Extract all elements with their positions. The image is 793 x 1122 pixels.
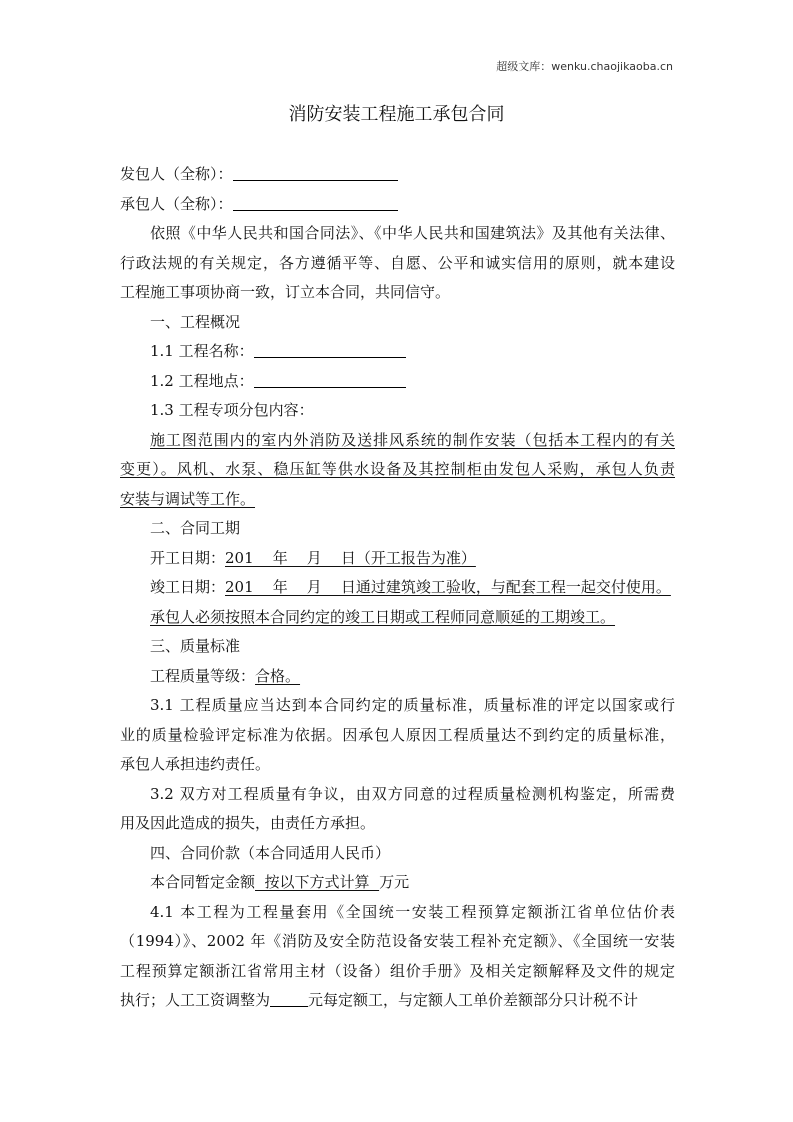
clause-3-1-line: 业的质量检验评定标准为依据。因承包人原因工程质量达不到约定的质量标准，: [120, 725, 675, 744]
clause-4-1-line: 工程预算定额浙江省常用主材（设备）组价手册》及相关定额解释及文件的规定: [120, 961, 675, 980]
project-name-line: [120, 337, 675, 367]
quality-grade-line: [120, 662, 675, 692]
end-note: 承包人必须按照本合同约定的竣工日期或工程师同意顺延的工期竣工。: [150, 607, 616, 626]
start-date-value: 201 年 月 日（开工报告为准）: [225, 548, 476, 567]
project-name-label: 1.1 工程名称：: [150, 342, 254, 360]
project-location-label: 1.2 工程地点：: [150, 371, 254, 390]
contract-amount-label: 本合同暂定金额: [150, 873, 256, 891]
section4-heading: 四、合同价款（本合同适用人民币）: [150, 843, 391, 862]
document-body: [120, 160, 675, 1016]
employer-line: [120, 160, 675, 190]
quality-grade-value: 合格。: [255, 666, 301, 685]
clause-3-1-line: 承包人承担违约责任。: [120, 755, 271, 773]
scope-label: 1.3 工程专项分包内容：: [150, 401, 314, 419]
project-location-line: [120, 367, 675, 397]
clause-3-1-line: 3.1 工程质量应当达到本合同约定的质量标准，质量标准的评定以国家或行: [150, 696, 675, 714]
clause-4-1-line: 4.1 本工程为工程量套用《全国统一安装工程预算定额浙江省单位估价表: [150, 902, 675, 921]
start-date-line: [120, 544, 675, 574]
contract-amount-line: [120, 868, 675, 898]
project-location-blank: [254, 369, 406, 388]
quality-grade-label: 工程质量等级：: [150, 666, 256, 685]
project-name-blank: [254, 339, 406, 358]
employer-blank: [233, 162, 398, 181]
scope-line: 安装与调试等工作。: [120, 489, 256, 508]
contractor-line: [120, 190, 675, 220]
scope-line-wrap: [120, 485, 675, 515]
clause-4-1-last-line: [120, 986, 675, 1016]
end-date-line: [120, 573, 675, 603]
clause-3-2-line: 3.2 双方对工程质量有争议，由双方同意的过程质量检测机构鉴定，所需费: [150, 784, 675, 803]
section3-heading: 三、质量标准: [150, 637, 241, 655]
contract-amount-unit: 万元: [379, 873, 410, 891]
end-date-value: 201 年 月 日通过建筑竣工验收，与配套工程一起交付使用。: [225, 578, 671, 596]
preamble-line: 行政法规的有关规定，各方遵循平等、自愿、公平和诚实信用的原则，就本建设: [120, 253, 675, 272]
clause-4-1-last-prefix: 执行；人工工资调整为: [120, 991, 271, 1009]
scope-line: 变更）。风机、水泵、稳压缸等供水设备及其控制柜由发包人采购，承包人负责: [120, 460, 675, 478]
clause-3-2-line: 用及因此造成的损失，由责任方承担。: [120, 814, 376, 832]
start-date-label: 开工日期：: [150, 548, 226, 567]
clause-4-1-last-suffix: 元每定额工，与定额人工单价差额部分只计税不计: [308, 991, 639, 1009]
watermark: 超级文库：wenku.chaojikaoba.cn: [496, 60, 673, 73]
preamble-line: 工程施工事项协商一致，订立本合同，共同信守。: [120, 283, 451, 301]
end-note-line: [120, 603, 675, 633]
clause-4-1-line: （1994）》、2002 年《消防及安全防范设备安装工程补充定额》、《全国统一安装: [120, 932, 675, 950]
preamble-line: 依照《中华人民共和国合同法》、《中华人民共和国建筑法》及其他有关法律、: [150, 224, 675, 242]
contractor-label: 承包人（全称）：: [120, 194, 233, 213]
section2-heading: 二、合同工期: [150, 519, 241, 537]
employer-label: 发包人（全称）：: [120, 165, 233, 183]
section1-heading: 一、工程概况: [150, 312, 241, 331]
end-date-label: 竣工日期：: [150, 578, 226, 596]
wage-blank: [270, 988, 308, 1007]
contract-amount-value: 按以下方式计算: [255, 873, 380, 891]
contractor-blank: [233, 192, 398, 211]
scope-line: 施工图范围内的室内外消防及送排风系统的制作安装（包括本工程内的有关: [150, 430, 675, 449]
document-title: 消防安装工程施工承包合同: [288, 104, 505, 125]
